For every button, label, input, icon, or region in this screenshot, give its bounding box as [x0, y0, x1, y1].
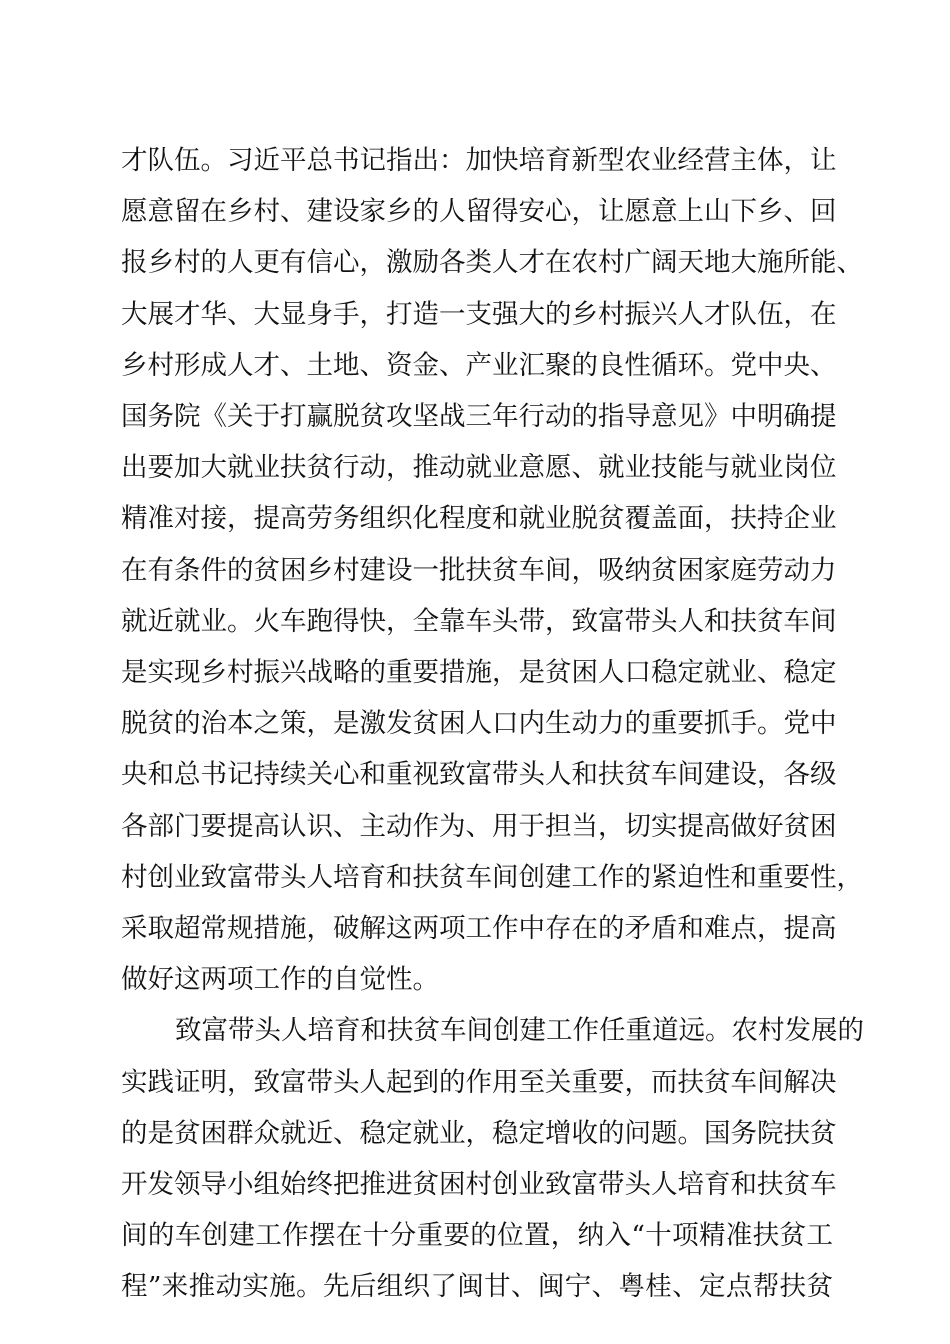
text-line: 报乡村的人更有信心，激励各类人才在农村广阔天地大施所能、 [121, 247, 863, 279]
text-line: 程”来推动实施。先后组织了闽甘、闽宁、粤桂、定点帮扶贫 [121, 1271, 833, 1303]
text-line: 精准对接，提高劳务组织化程度和就业脱贫覆盖面，扶持企业 [121, 503, 837, 535]
text-line: 间的车创建工作摆在十分重要的位置，纳入“十项精准扶贫工 [121, 1220, 833, 1252]
text-line: 出要加大就业扶贫行动，推动就业意愿、就业技能与就业岗位 [121, 452, 837, 484]
text-line: 开发领导小组始终把推进贫困村创业致富带头人培育和扶贫车 [121, 1169, 837, 1200]
paragraph-first-line: 致富带头人培育和扶贫车间创建工作任重道远。农村发展的 [175, 1015, 864, 1047]
text-line: 才队伍。习近平总书记指出：加快培育新型农业经营主体，让 [121, 145, 837, 176]
text-line: 脱贫的治本之策，是激发贫困人口内生动力的重要抓手。党中 [121, 708, 837, 740]
text-line: 大展才华、大显身手，打造一支强大的乡村振兴人才队伍，在 [121, 298, 837, 330]
text-line: 就近就业。火车跑得快，全靠车头带，致富带头人和扶贫车间 [121, 605, 837, 637]
text-line: 采取超常规措施，破解这两项工作中存在的矛盾和难点，提高 [121, 913, 837, 944]
text-line: 村创业致富带头人培育和扶贫车间创建工作的紧迫性和重要性， [121, 861, 863, 893]
text-line: 实践证明，致富带头人起到的作用至关重要，而扶贫车间解决 [121, 1066, 837, 1098]
text-line: 国务院《关于打赢脱贫攻坚战三年行动的指导意见》中明确提 [121, 401, 837, 432]
text-line: 做好这两项工作的自觉性。 [121, 964, 439, 996]
text-line: 是实现乡村振兴战略的重要措施，是贫困人口稳定就业、稳定 [121, 657, 837, 688]
text-line: 愿意留在乡村、建设家乡的人留得安心，让愿意上山下乡、回 [121, 196, 837, 228]
text-line: 在有条件的贫困乡村建设一批扶贫车间，吸纳贫困家庭劳动力 [121, 554, 837, 586]
text-line: 各部门要提高认识、主动作为、用于担当，切实提高做好贫困 [121, 810, 837, 842]
text-line: 央和总书记持续关心和重视致富带头人和扶贫车间建设，各级 [121, 759, 837, 791]
text-line: 乡村形成人才、土地、资金、产业汇聚的良性循环。党中央、 [121, 349, 837, 381]
text-line: 的是贫困群众就近、稳定就业，稳定增收的问题。国务院扶贫 [121, 1117, 837, 1149]
